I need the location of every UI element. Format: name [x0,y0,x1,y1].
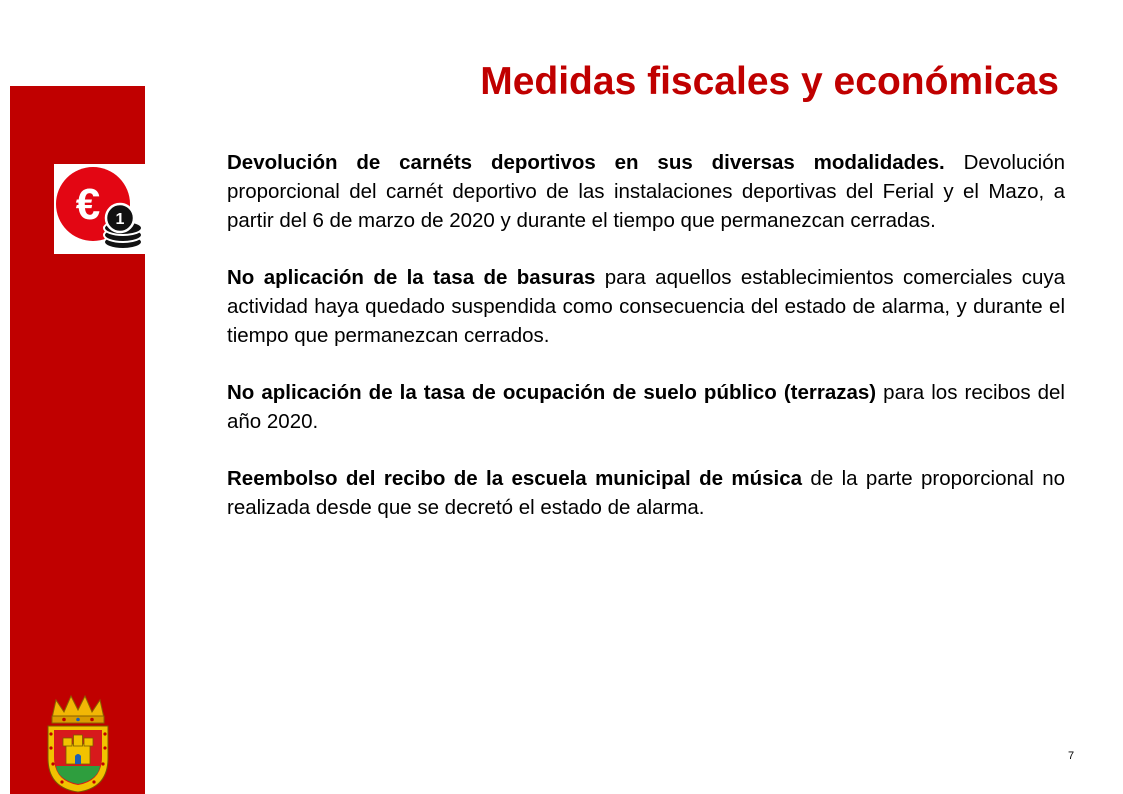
measure-item [227,464,1065,522]
measure-heading: No aplicación de la tasa de basuras [227,266,596,289]
measure-item [227,148,1065,235]
euro-box [54,164,145,254]
measure-text: para los recibos del año 2020. [227,381,1065,433]
measure-heading: Devolución de carnéts deportivos en sus diversas modalidades. [227,151,945,174]
euro-coins-icon [54,164,145,254]
coat-of-arms-logo [44,694,112,794]
svg-text:1: 1 [115,211,125,228]
measure-text: de la parte proporcional no realizada desde que se decretó el estado de alarma. [227,467,1065,519]
svg-text:€: € [75,180,101,229]
measures-list [227,148,1065,550]
measure-item [227,263,1065,350]
measure-heading: No aplicación de la tasa de ocupación de suelo público (terrazas) [227,381,877,404]
measure-heading: Reembolso del recibo de la escuela municipal de música [227,467,803,490]
slide-title: Medidas fiscales y económicas [480,60,1059,103]
measure-text: para aquellos establecimientos comerciales cuya actividad haya quedado suspendida como consecuencia del estado de alarma, y durante el tiempo que permanezcan cerrados. [227,266,1066,347]
measure-item [227,378,1065,436]
page-number: 7 [1068,750,1075,762]
measure-text: Devolución proporcional del carnét deportivo de las instalaciones deportivas del Ferial y el Mazo, a partir del 6 de marzo de 2020 y durante el tiempo que permanezcan cerradas. [227,151,1065,232]
